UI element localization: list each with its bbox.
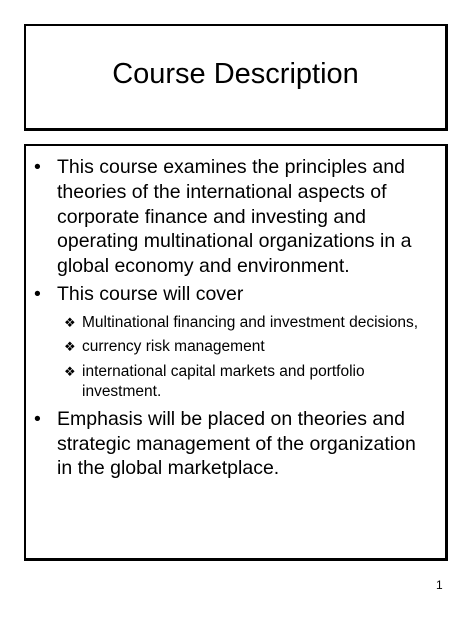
sub-bullet-list: [57, 313, 435, 403]
sub-bullet-item: [57, 313, 435, 334]
slide-title: Course Description: [112, 57, 359, 90]
bullet-item: [26, 282, 445, 403]
sub-bullet-item: [57, 362, 435, 403]
diamond-bullet-icon: ❖: [64, 314, 76, 330]
sub-bullet-item: [57, 337, 435, 358]
bullet-item: [26, 407, 445, 481]
sub-bullet-text: Multinational financing and investment decisions,: [82, 313, 419, 331]
bullet-marker: •: [34, 282, 41, 305]
bullet-item: [26, 155, 445, 279]
bullet-text: This course will cover: [57, 282, 244, 305]
sub-bullet-text: international capital markets and portfolio investment.: [82, 362, 365, 401]
bullet-list: [26, 155, 445, 484]
bullet-marker: •: [34, 156, 41, 178]
bullet-text: Emphasis will be placed on theories and strategic management of the organization in the global marketplace.: [57, 407, 416, 480]
diamond-bullet-icon: ❖: [64, 363, 76, 379]
diamond-bullet-icon: ❖: [64, 339, 76, 355]
sub-bullet-text: currency risk management: [82, 338, 265, 356]
bullet-text: This course examines the principles and theories of the international aspects of corporate finance and investing and operating multinational organizations in a global economy and environment.: [57, 156, 412, 278]
bullet-marker: •: [34, 407, 41, 430]
content-box: [24, 144, 448, 561]
page-number: 1: [436, 578, 443, 592]
title-box: [24, 24, 448, 131]
